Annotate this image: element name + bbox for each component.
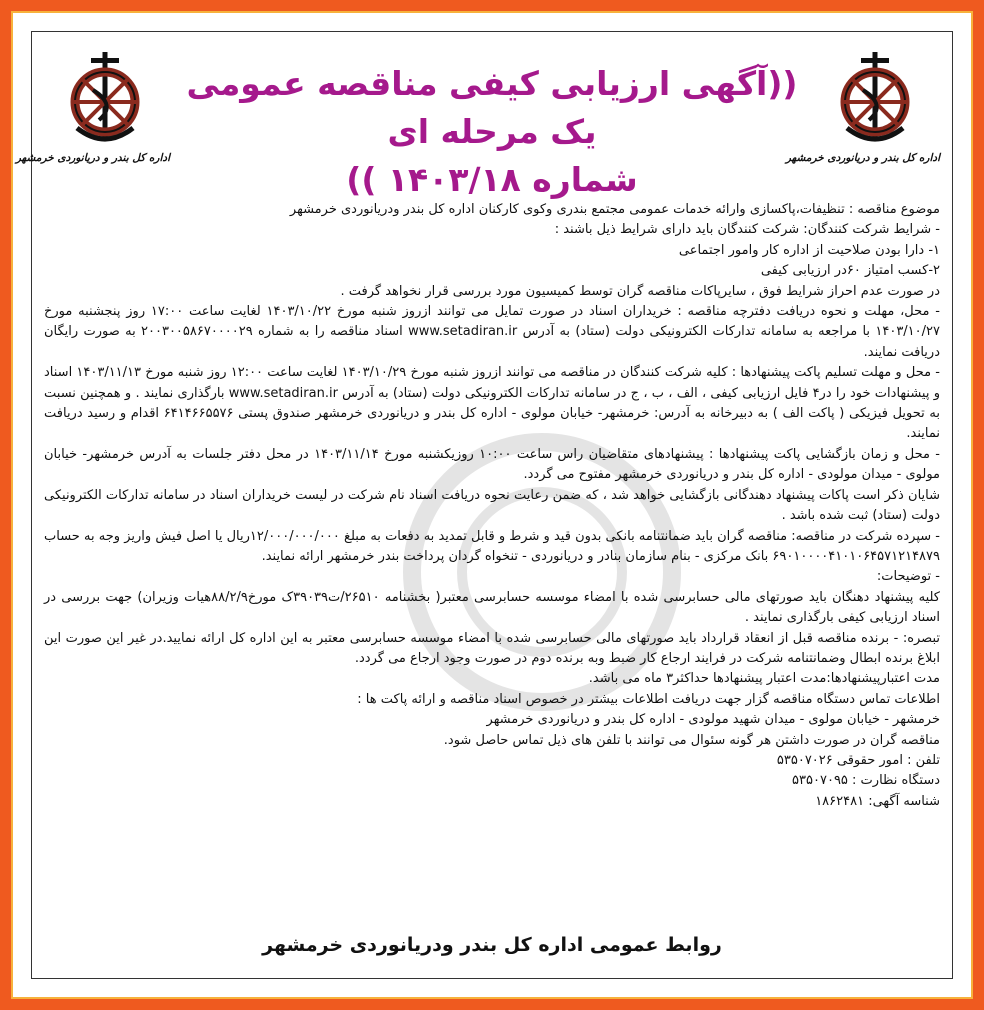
logo-right <box>785 50 940 190</box>
logo-left <box>15 50 170 190</box>
logo-caption-right: اداره کل بندر و دریانوردی خرمشهر <box>785 152 940 164</box>
ship-wheel-anchor-icon <box>835 50 915 150</box>
notice-panel <box>15 31 953 979</box>
body-paragraph: کلیه پیشنهاد دهنگان باید صورتهای مالی حسابرسی شده با امضاء موسسه حسابرسی معتبر( بخشنامه ۲۶۵۱۰/ت۳۹۰۳۹ک مورخ۸۸/۲/۹هیات وزیران) جهت بررسی در اسناد ارزیابی کیفی بارگذاری نمایند . <box>44 589 940 626</box>
notice-header <box>15 32 952 199</box>
body-paragraph: - شرایط شرکت کنندگان: شرکت کنندگان باید دارای شرایط ذیل باشند : <box>554 222 940 238</box>
contact-phone: تلفن : امور حقوقی ۵۳۵۰۷۰۲۶ <box>776 752 940 768</box>
body-paragraph: اطلاعات تماس دستگاه مناقصه گزار جهت دریافت اطلاعات بیشتر در خصوص اسناد مناقصه و ارائه پاکت ها : <box>357 691 940 707</box>
logo-caption-left: اداره کل بندر و دریانوردی خرمشهر <box>15 152 170 164</box>
notice-id: شناسه آگهی: ۱۸۶۲۴۸۱ <box>815 793 940 809</box>
body-paragraph: - توضیحات: <box>876 569 940 585</box>
body-paragraph: ۲-کسب امتیاز ۶۰در ارزیابی کیفی <box>760 263 940 279</box>
body-paragraph: - سپرده شرکت در مناقصه: مناقصه گران باید ضمانتنامه بانکی بدون قید و شرط و قابل تمدید به دفعات به مبلغ ۱۲/۰۰۰/۰۰۰/۰۰۰ریال یا اصل فیش واریز وجه به حساب ۶۹۰۱۰۰۰۰۴۱۰۱۰۶۴۵۷۱۲۱۴۸۷۹ بانک مرکزی - بنام سازمان بنادر و دریانوردی - تنخواه گردان پرداخت بندر خرمشهر ارائه نمایند. <box>44 528 940 564</box>
body-paragraph: در صورت عدم احراز شرایط فوق ، سایرپاکات مناقصه گران توسط کمیسیون مورد بررسی قرار نخواهد گرفت . <box>340 283 940 299</box>
body-paragraph: ۱- دارا بودن صلاحیت از اداره کار وامور اجتماعی <box>678 242 940 258</box>
body-paragraph: خرمشهر - خیابان مولوی - میدان شهید مولودی - اداره کل بندر و دریانوردی خرمشهر <box>486 712 940 728</box>
body-paragraph: - محل و مهلت تسلیم پاکت پیشنهادها : کلیه شرکت کنندگان در مناقصه می توانند ازروز شنبه مورخ ۱۴۰۳/۱۰/۲۹ لغایت ساعت ۱۲:۰۰ روز شنبه مورخ ۱۴۰۳/۱۱/۱۳ اسناد و پیشنهادات خود را در۴ فایل ارزیابی کیفی ، الف ، ب ، ج در سامانه تدارکات الکترونیکی دولت (ستاد) به آدرس www.setadiran.ir بارگذاری نمایند . و همچنین نسبت به تحویل فیزیکی ( پاکت الف ) به دبیرخانه به آدرس: خرمشهر- خیابان مولوی - اداره کل بندر و دریانوردی خرمشهر صندوق پستی ۶۴۱۴۶۶۵۵۷۶ اقدام و رسید دریافت نمایند. <box>44 365 940 442</box>
body-paragraph: موضوع مناقصه : تنظیفات،پاکسازی وارائه خدمات عمومی مجتمع بندری وکوی کارکنان اداره کل بندر ودریانوردی خرمشهر <box>289 202 940 217</box>
title-line-2: شماره ۱۴۰۳/۱۸ )) <box>346 160 638 199</box>
notice-title <box>182 60 802 204</box>
body-paragraph: شایان ذکر است پاکات پیشنهاد دهندگانی بازگشایی خواهد شد ، که ضمن رعایت نحوه دریافت اسناد نام شرکت در لیست خریداران اسناد در سامانه تدارکات الکترونیکی دولت (ستاد) ثبت شده باشد . <box>44 487 940 524</box>
body-paragraph: مدت اعتبارپیشنهادها:مدت اعتبار پیشنهادها حداکثر۳ ماه می باشد. <box>588 671 940 687</box>
body-paragraph: تبصره: - برنده مناقصه قبل از انعقاد قرارداد باید صورتهای مالی حسابرسی شده با امضاء موسسه حسابرسی معتبر به این اداره کل ارائه نمایید.در غیر این صورت این ابلاغ برنده ابطال وضمانتنامه شرکت در فرایند ارجاع کار ضبط وبه برنده دوم در صورت وجود ارجاع می گردد. <box>44 630 940 666</box>
footer-signature: روابط عمومی اداره کل بندر ودریانوردی خرمشهر <box>262 934 722 956</box>
body-paragraph: - محل و زمان بازگشایی پاکت پیشنهادها : پیشنهادهای متقاضیان راس ساعت ۱۰:۰۰ روزیکشنبه مورخ ۱۴۰۳/۱۱/۱۴ در محل دفتر جلسات به آدرس خرمشهر- خیابان مولوی - میدان مولودی - اداره کل بندر و دریانوردی خرمشهر مفتوح می گردد. <box>44 446 940 483</box>
notice-body <box>44 200 940 812</box>
title-line-1: ((آگهی ارزیابی کیفی مناقصه عمومی یک مرحله ای <box>186 64 798 151</box>
body-paragraph: - محل، مهلت و نحوه دریافت دفترچه مناقصه : خریداران اسناد در صورت تمایل می توانند ازروز شنبه مورخ ۱۴۰۳/۱۰/۲۲ لغایت ساعت ۱۷:۰۰ روز پنجشنبه مورخ ۱۴۰۳/۱۰/۲۷ با مراجعه به سامانه تدارکات الکترونیکی دولت (ستاد) به آدرس www.setadiran.ir اسناد مناقصه را به شماره ۲۰۰۳۰۰۵۸۶۷۰۰۰۰۲۹ به صورت رایگان دریافت نمایند. <box>44 304 940 360</box>
ship-wheel-anchor-icon <box>65 50 145 150</box>
contact-supervision: دستگاه نظارت : ۵۳۵۰۷۰۹۵ <box>792 773 940 789</box>
body-paragraph: مناقصه گران در صورت داشتن هر گونه سئوال می توانند با تلفن های ذیل تماس حاصل شود. <box>443 732 940 748</box>
